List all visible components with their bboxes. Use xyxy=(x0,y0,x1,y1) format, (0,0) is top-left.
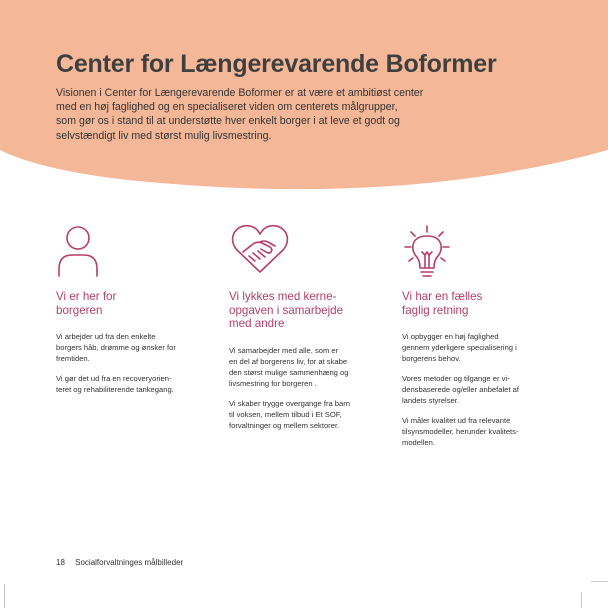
value-column-citizen xyxy=(56,222,211,404)
value-column-professional xyxy=(402,222,557,457)
intro-text: Visionen i Center for Længerevarende Boformer er at være et ambitiøst center med en høj faglighed og en specialiseret viden om centerets målgrupper, som gør os i stand til at understøtte hver enkelt borger i at leve et godt og selvstændigt liv med størst mulig livsmestring. xyxy=(56,87,424,142)
column-heading: Vi lykkes med kerne- opgaven i samarbejde med andre xyxy=(229,290,344,330)
person-icon xyxy=(56,222,100,278)
column-paragraph: Vi arbejder ud fra den enkelte borgers håb, drømme og ønsker for fremtiden. xyxy=(56,332,176,363)
crop-mark xyxy=(591,581,608,582)
lightbulb-icon xyxy=(402,222,452,278)
publication-name: Socialforvaltninges målbilleder xyxy=(75,558,184,567)
crop-mark xyxy=(581,592,582,608)
column-heading: Vi er her for borgeren xyxy=(56,290,117,317)
page-title: Center for Længerevarende Boformer xyxy=(56,50,497,78)
heart-handshake-icon xyxy=(229,222,291,278)
column-paragraph: Vi gør det ud fra en recoveryorien- teret og rehabiliterende tankegang. xyxy=(56,374,174,394)
column-paragraph: Vores metoder og tilgange er vi- densbaserede og/eller anbefalet af landets styrelser. xyxy=(402,374,519,405)
column-paragraph: Vi opbygger en høj faglighed gennem yderligere specialisering i borgerens behov. xyxy=(402,332,517,363)
column-paragraph: Vi måler kvalitet ud fra relevante tilsynsmodeller, herunder kvalitets- modellen. xyxy=(402,416,519,447)
column-heading: Vi har en fælles faglig retning xyxy=(402,290,483,317)
page-number: 18 xyxy=(56,558,65,567)
page-footer xyxy=(56,558,191,567)
crop-mark xyxy=(4,584,5,608)
value-column-collaboration xyxy=(229,222,384,440)
column-paragraph: Vi skaber trygge overgange fra barn til voksen, mellem tilbud i Et SOF, forvaltninger og mellem sektorer. xyxy=(229,398,351,430)
column-paragraph: Vi samarbejder med alle, som er en del af borgerens liv, for at skabe den størst mulige sammenhæng og livsmestring for borgeren . xyxy=(229,345,349,388)
